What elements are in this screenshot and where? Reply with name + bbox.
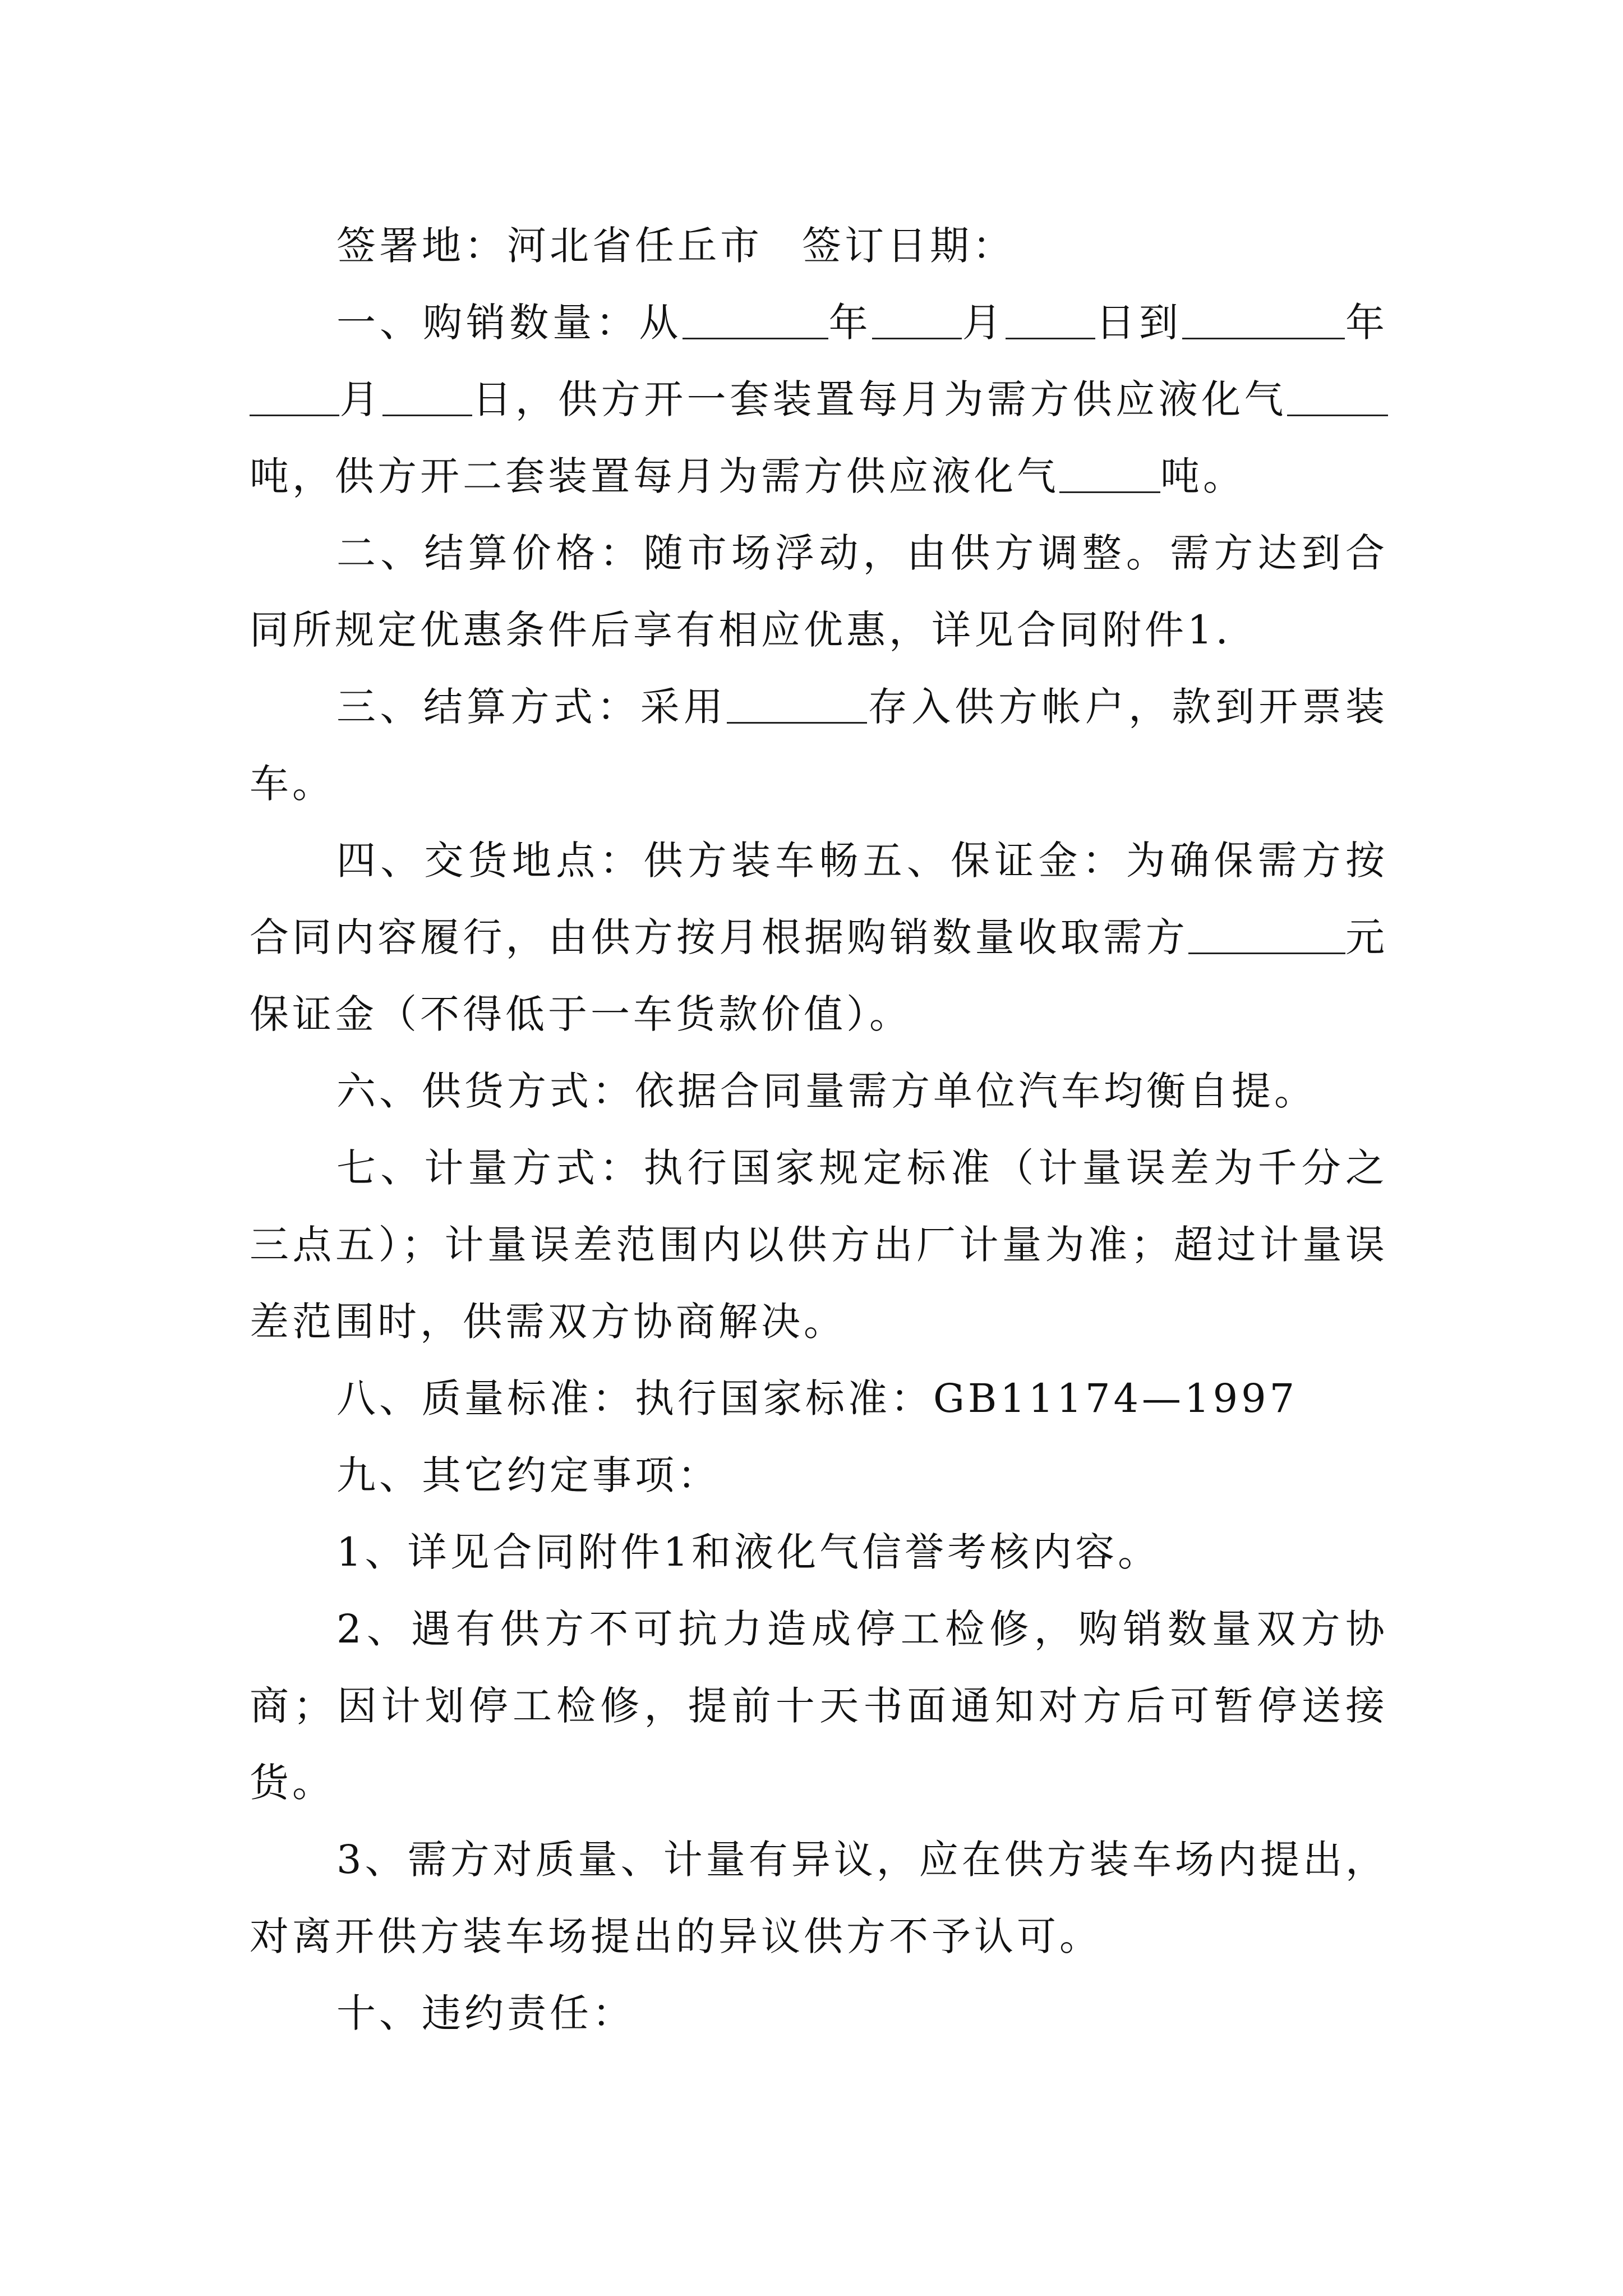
blank-tonnage-2: [1059, 452, 1160, 493]
blank-payment-method: [727, 683, 867, 724]
clause-other-matters: 九、其它约定事项：: [336, 1452, 720, 1498]
sub-item-3: 3、需方对质量、计量有异议，应在供方装车场内提出，对离开供方装车场提出的异议供方不予认可。: [250, 1837, 1388, 1959]
clause-settlement-method: 三、结算方式：采用 存入供方帐户，款到开票装车。: [250, 684, 1389, 807]
blank-end-year-prefix: [1182, 298, 1345, 339]
clause-quality-standard: 八、质量标准：执行国家标准：GB11174—1997: [336, 1375, 1298, 1421]
sub-item-1: 1、详见合同附件1和液化气信誉考核内容。: [336, 1529, 1161, 1575]
clause-supply-method: 六、供货方式：依据合同量需方单位汽车均衡自提。: [336, 1068, 1317, 1114]
clause-purchase-quantity: 一、购销数量：从 年 月 日到 年月 日，供方开一套装置每月为需方供应液化气吨，供方开二套装置每月为需方供应液化气 吨。: [250, 300, 1388, 499]
blank-end-day: [382, 375, 472, 416]
blank-start-year: [683, 298, 828, 339]
clause-settlement-price: 二、结算价格：随市场浮动，由供方调整。需方达到合同所规定优惠条件后享有相应优惠，详见合同附件1.: [250, 530, 1388, 653]
blank-deposit-amount: [1188, 913, 1345, 954]
sub-item-2: 2、遇有供方不可抗力造成停工检修，购销数量双方协商；因计划停工检修，提前十天书面通知对方后可暂停送接货。: [250, 1606, 1388, 1806]
clause-liability: 十、违约责任：: [336, 1990, 635, 2036]
signing-date-label: 签订日期：: [802, 223, 1015, 269]
clause-metering-method: 七、计量方式：执行国家规定标准（计量误差为千分之三点五）；计量误差范围内以供方出厂计量为准；超过计量误差范围时，供需双方协商解决。: [250, 1145, 1388, 1345]
blank-start-month: [872, 298, 962, 339]
blank-tonnage-1: [1287, 375, 1388, 416]
clause-delivery-deposit: 四、交货地点：供方装车畅五、保证金：为确保需方按合同内容履行，由供方按月根据购销数量收取需方 元保证金（不得低于一车货款价值）。: [250, 838, 1389, 1037]
contract-body: [250, 208, 1388, 2052]
signing-place: 签署地：河北省任丘市: [336, 223, 763, 269]
blank-end-month: [250, 375, 339, 416]
signing-header: [250, 208, 1388, 284]
blank-start-day: [1006, 298, 1095, 339]
